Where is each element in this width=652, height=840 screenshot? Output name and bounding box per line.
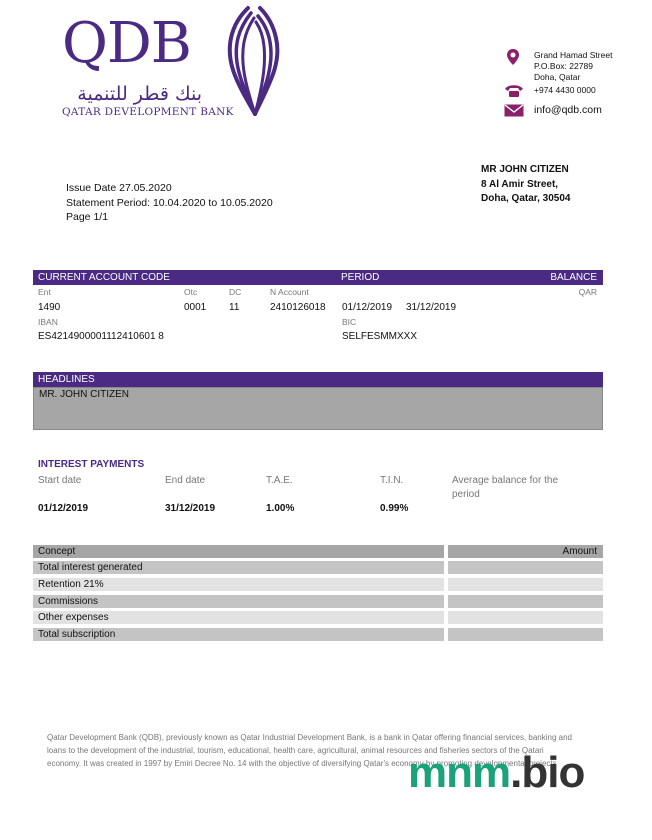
statement-period: Statement Period: 10.04.2020 to 10.05.2020	[66, 196, 273, 209]
amount-cell	[448, 561, 603, 574]
address-line: Doha, Qatar	[534, 72, 581, 82]
interest-label-tae: T.A.E.	[266, 475, 293, 486]
amount-cell	[448, 595, 603, 608]
email-address: info@qdb.com	[534, 104, 602, 116]
amount-cell	[448, 611, 603, 624]
header-period: PERIOD	[341, 272, 380, 283]
value-iban: ES4214900001112410601 8	[38, 331, 164, 342]
watermark-part1: mnm	[408, 748, 511, 797]
value-dc: 11	[229, 302, 240, 313]
page-number: Page 1/1	[66, 211, 109, 223]
label-bic: BIC	[342, 317, 357, 327]
interest-value-tin: 0.99%	[380, 503, 409, 514]
phone-number: +974 4430 0000	[534, 85, 596, 95]
label-otc: Otc	[184, 287, 198, 297]
concept-row: Retention 21%	[33, 578, 444, 591]
value-period-start: 01/12/2019	[342, 302, 393, 313]
concept-row: Total interest generated	[33, 561, 444, 574]
value-bic: SELFESMMXXX	[342, 331, 418, 342]
concept-row: Other expenses	[33, 611, 444, 624]
headlines-text: MR. JOHN CITIZEN	[39, 389, 129, 400]
address	[534, 50, 612, 83]
concept-header: Concept	[33, 545, 444, 558]
customer-address	[481, 163, 571, 207]
interest-value-tae: 1.00%	[266, 503, 295, 514]
label-iban: IBAN	[38, 317, 58, 327]
logo-letters: QDB	[62, 11, 191, 76]
envelope-icon	[504, 104, 524, 117]
telephone-icon	[504, 84, 524, 98]
interest-value-end: 31/12/2019	[165, 503, 216, 514]
value-otc: 0001	[184, 302, 207, 313]
label-dc: DC	[229, 287, 242, 297]
customer-street: 8 Al Amir Street,	[481, 178, 559, 190]
amount-cell	[448, 578, 603, 591]
interest-value-start: 01/12/2019	[38, 503, 89, 514]
headlines-box	[33, 387, 603, 430]
label-n-account: N Account	[270, 287, 309, 297]
concept-row: Commissions	[33, 595, 444, 608]
value-ent: 1490	[38, 302, 61, 313]
watermark	[408, 748, 584, 798]
concept-row: Total subscription	[33, 628, 444, 641]
header-account-code: CURRENT ACCOUNT CODE	[38, 272, 170, 283]
watermark-part2: .bio	[510, 748, 585, 797]
address-line: Grand Hamad Street	[534, 50, 613, 60]
interest-label-end: End date	[165, 475, 206, 486]
interest-label-tin: T.I.N.	[380, 475, 404, 486]
location-pin-icon	[504, 48, 522, 66]
customer-name: MR JOHN CITIZEN	[481, 164, 569, 175]
headlines-header-bar	[33, 372, 603, 387]
value-n-account: 2410126018	[270, 302, 326, 313]
address-line: P.O.Box: 22789	[534, 61, 593, 71]
amount-cell	[448, 628, 603, 641]
logo-bank-name: QATAR DEVELOPMENT BANK	[62, 106, 234, 118]
account-header-bar	[33, 270, 603, 285]
value-period-end: 31/12/2019	[406, 302, 457, 313]
interest-label-avg: Average balance for the period	[452, 475, 559, 500]
interest-title: INTEREST PAYMENTS	[38, 459, 145, 470]
qdb-emblem-icon	[218, 4, 292, 116]
statement-meta	[66, 181, 273, 225]
logo-arabic-name: بنك قطر للتنمية	[77, 83, 202, 105]
footer-description: Qatar Development Bank (QDB), previously known as Qatar Industrial Development Bank, is a bank in Qatar offering financial services, banking and loans to the development of the industrial, tourism, educational, health care, agricultural, animal resources and fisheries sectors of the Qatari economy. It was created in 1997 by Emiri Decree No. 14 with the objective of diversifying Qatar's economy by promoting developmental projects	[47, 733, 573, 769]
amount-header: Amount	[448, 545, 603, 558]
label-ent: Ent	[38, 287, 51, 297]
issue-date: Issue Date 27.05.2020	[66, 182, 172, 194]
customer-city: Doha, Qatar, 30504	[481, 193, 571, 204]
label-currency: QAR	[578, 287, 597, 297]
interest-label-start: Start date	[38, 475, 82, 486]
header-balance: BALANCE	[550, 272, 597, 283]
headlines-title: HEADLINES	[38, 374, 95, 385]
